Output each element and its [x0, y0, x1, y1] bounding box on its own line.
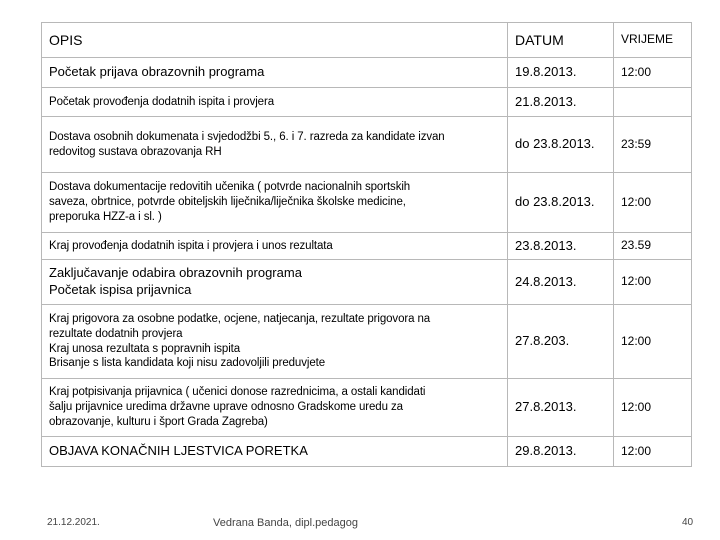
row-time: 12:00 — [614, 260, 692, 305]
table-row — [42, 305, 692, 379]
description-line: Početak prijava obrazovnih programa — [49, 64, 265, 80]
row-description — [42, 88, 508, 117]
table-row — [42, 233, 692, 260]
header-opis: OPIS — [42, 23, 508, 58]
row-time: 23.59 — [614, 233, 692, 260]
row-time: 12:00 — [614, 305, 692, 379]
row-description — [42, 379, 508, 437]
description-line: Početak ispisa prijavnica — [49, 282, 192, 297]
row-time: 12:00 — [614, 437, 692, 467]
row-time — [614, 88, 692, 117]
footer-author: Vedrana Banda, dipl.pedagog — [213, 517, 358, 529]
description-line: OBJAVA KONAČNIH LJESTVICA PORETKA — [49, 443, 308, 459]
description-line: Kraj prigovora za osobne podatke, ocjene, natjecanja, rezultate prigovora na — [49, 312, 431, 325]
row-time: 12:00 — [614, 58, 692, 88]
row-date: 27.8.2013. — [508, 379, 614, 437]
row-time: 12:00 — [614, 173, 692, 233]
row-date: do 23.8.2013. — [508, 117, 614, 173]
row-date: 27.8.203. — [508, 305, 614, 379]
description-line: Kraj potpisivanja prijavnica ( učenici donose razrednicima, a ostali kandidati — [49, 386, 426, 399]
table-row — [42, 173, 692, 233]
table-row — [42, 58, 692, 88]
header-datum: DATUM — [508, 23, 614, 58]
description-line: redovitog sustava obrazovanja RH — [49, 145, 222, 158]
row-time: 12:00 — [614, 379, 692, 437]
row-date: 23.8.2013. — [508, 233, 614, 260]
description-line: Kraj unosa rezultata s popravnih ispita — [49, 342, 241, 355]
description-line: Početak provođenja dodatnih ispita i provjera — [49, 95, 275, 108]
description-line: preporuka HZZ-a i sl. ) — [49, 210, 162, 223]
row-date: do 23.8.2013. — [508, 173, 614, 233]
description-line: saveza, obrtnice, potvrde obiteljskih liječnika/liječnika školske medicine, — [49, 196, 406, 209]
table-row — [42, 437, 692, 467]
table-row — [42, 379, 692, 437]
description-line: Brisanje s lista kandidata koji nisu zadovoljili preduvjete — [49, 357, 326, 370]
description-line: Kraj provođenja dodatnih ispita i provjera i unos rezultata — [49, 239, 333, 252]
row-date: 21.8.2013. — [508, 88, 614, 117]
row-description — [42, 260, 508, 305]
table-header-row — [42, 23, 692, 58]
header-vrijeme: VRIJEME — [614, 23, 692, 58]
page-number: 40 — [682, 517, 694, 528]
row-description — [42, 305, 508, 379]
table-row — [42, 260, 692, 305]
row-date: 24.8.2013. — [508, 260, 614, 305]
schedule-table — [41, 22, 692, 467]
description-line: Dostava osobnih dokumenata i svjedodžbi 5., 6. i 7. razreda za kandidate izvan — [49, 130, 445, 143]
row-date: 19.8.2013. — [508, 58, 614, 88]
description-line: Zaključavanje odabira obrazovnih programa — [49, 265, 302, 281]
row-description — [42, 173, 508, 233]
row-description — [42, 233, 508, 260]
table-row — [42, 117, 692, 173]
table-row — [42, 88, 692, 117]
description-line: obrazovanje, kulturu i šport Grada Zagreba) — [49, 415, 268, 428]
description-line: šalju prijavnice uredima državne uprave odnosno Gradskome uredu za — [49, 401, 403, 414]
description-line: Dostava dokumentacije redovitih učenika ( potvrde nacionalnih sportskih — [49, 181, 411, 194]
row-time: 23:59 — [614, 117, 692, 173]
row-description — [42, 58, 508, 88]
description-line: rezultate dodatnih provjera — [49, 327, 183, 340]
row-description — [42, 117, 508, 173]
row-description — [42, 437, 508, 467]
row-date: 29.8.2013. — [508, 437, 614, 467]
footer-date: 21.12.2021. — [47, 517, 100, 528]
